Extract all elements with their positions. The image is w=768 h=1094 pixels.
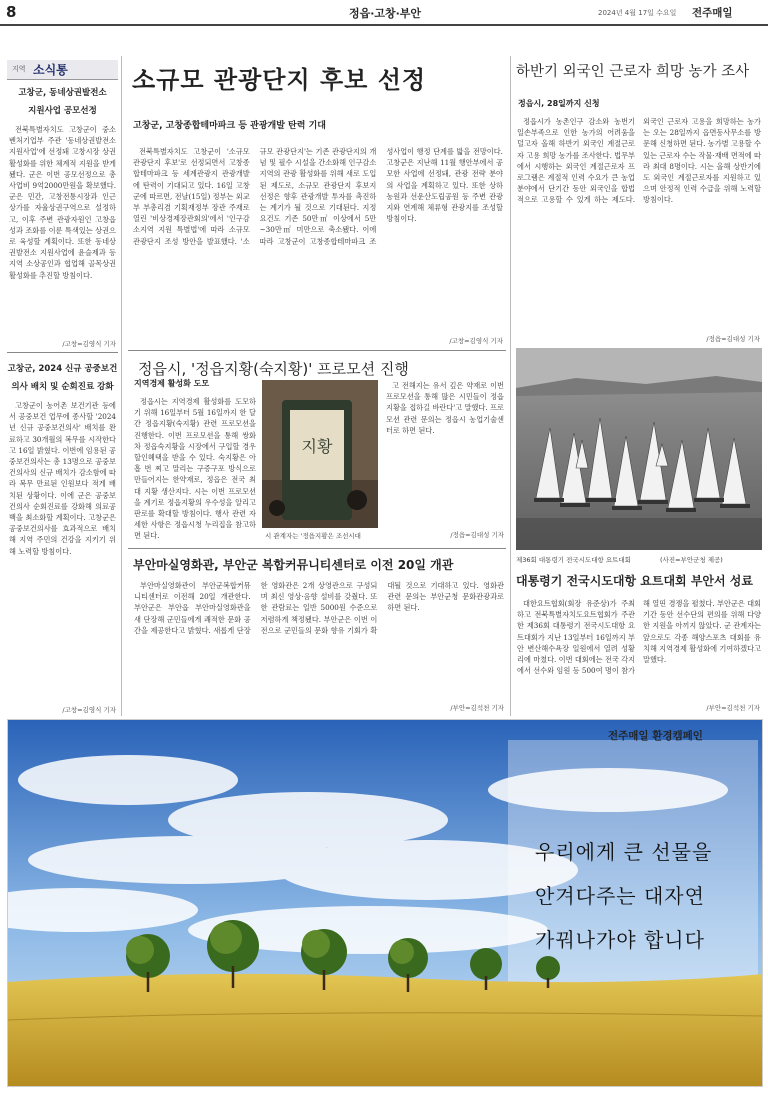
page-number: 8	[6, 3, 17, 21]
section-divider	[128, 350, 506, 351]
column-divider	[121, 56, 122, 716]
ad-slogan-line2: 안겨다주는 대자연	[535, 884, 705, 908]
photo-credit: (사진=부안군청 제공)	[660, 556, 723, 564]
article4-headline: 부안마실영화관, 부안군 복합커뮤니티센터로 이전 20일 개관	[133, 558, 454, 572]
product-caption: 시 관계자는 '정읍지황은 조선시대	[265, 532, 361, 540]
article1-subhead: 고창군, 고창종합테마파크 등 관광개발 탄력 기대	[133, 121, 326, 131]
ad-slogan-line3: 가꿔나가야 합니다	[535, 928, 705, 952]
brief-divider	[7, 352, 118, 353]
brief1-headline: 고창군, 동네상권발전소 지원사업 공모선정	[18, 88, 107, 116]
issue-date: 2024년 4월 17일 수요일	[598, 9, 677, 17]
article3-body: 정읍시는 지역경제 활성화를 도모하기 위해 16일부터 5월 16일까지 한 달간 정읍지황(숙지황) 관련 프로모션을 진행한다. 이번 프로모션을 통해 쌍화차 정읍숙지황을 시장에서 구입할 경우 할인혜택을 받을 수 있다. 숙지황은 아홉 번 찌고 말리는 구증구포 방식으로 만들어지는 한약재로, 정읍은 전국 최대 지황 생산지다. 시는 이번 프로모션을 계기로 정읍지황의 우수성을 알리고 판로를 확대할 방침이다. 행사 관련 자세한 사항은 정읍시청 누리집을 참고하면 된다.	[134, 397, 256, 541]
brief1-byline: /고창=김영식 기자	[62, 340, 116, 348]
rehmannia-product-image	[262, 380, 378, 528]
brief1-body: 전북특별자치도 고창군이 중소벤처기업부 주관 '동네상권발전소 지원사업'에 선정돼 고창시장 상권활성화를 위한 체계적 지원을 받게 됐다. 군은 이번 공모선정으로 총사업비 9억2000만원을 확보했다. 군은 민간, 고창전통시장과 인근 상가를 자율상권구역으로 설정하고, 이후 주변 관광자원인 고창읍성과 조화를 이룬 특색있는 상권으로 육성할 계획이다. 또한 동네상권발전소 지원사업에 윤슬제과 등 지역 소상공인과 협업해 골목상권 활성화를 추진할 방침이다.	[9, 125, 116, 280]
article1-headline: 소규모 관광단지 후보 선정	[132, 66, 427, 94]
ad-label: 전주매일 환경캠페인	[608, 730, 703, 742]
article4-byline: /부안=김석천 기자	[450, 704, 504, 712]
article3-body-cont: 고 전해지는 유서 깊은 약재로 이번 프로모션을 통해 많은 시민들이 정읍지황을 접하길 바란다'고 말했다. 프로모션 관련 문의는 정읍시 농업기술센터로 하면 된다.	[386, 381, 504, 435]
brief-title: 소식통	[33, 63, 68, 77]
environment-campaign-ad	[7, 719, 763, 1087]
article1-byline: /고창=김영식 기자	[449, 337, 503, 345]
article3-byline: /정읍=김대성 기자	[450, 531, 504, 539]
product-photo	[262, 380, 378, 528]
photo-caption: 제36회 대통령기 전국시도대항 요트대회	[516, 556, 631, 564]
sailing-photo	[516, 348, 762, 550]
article5-headline: 대통령기 전국시도대항 요트대회 부안서 성료	[516, 574, 753, 588]
article2-byline: /정읍=김대성 기자	[706, 335, 760, 343]
article4-body: 부안마실영화관이 부안군복합커뮤니티센터로 이전해 20일 개관한다. 부안군은 부안읍 부안마실영화관을 새 단장해 군민들에게 쾌적한 문화 공간을 제공한다고 밝혔다. 새롭게 단장한 영화관은 2개 상영관으로 구성되며 최신 영상·음향 설비를 갖췄다. 또한 관람료는 일반 5000원 수준으로 저렴하게 책정됐다. 부안군은 이번 이전으로 군민들의 문화 향유 기회가 확대될 것으로 기대하고 있다. 영화관 관련 문의는 부안군청 문화관광과로 하면 된다.	[134, 581, 504, 635]
article2-subhead: 정읍시, 28일까지 신청	[518, 99, 600, 108]
article3-subhead: 지역경제 활성화 도모	[134, 379, 210, 388]
article5-body: 대한요트협회(회장 유준상)가 주최하고 전북특별자치도요트협회가 주관한 제36회 대통령기 전국시도대항 요트대회가 지난 13일부터 16일까지 부안 변산해수욕장 일원에서 열려 성황리에 마쳤다. 이번 대회에는 전국 각지에서 선수와 임원 등 500여 명이 참가해 열띤 경쟁을 펼쳤다. 부안군은 대회 기간 동안 선수단의 편의를 위해 다양한 지원을 아끼지 않았다. 군 관계자는 앞으로도 각종 해양스포츠 대회를 유치해 지역경제 활성화에 기여하겠다고 말했다.	[517, 599, 761, 676]
brief2-body: 고창군이 농어촌 보건기관 등에서 공중보건 업무에 종사할 '2024년 신규 공중보건의사' 배치를 완료하고 30개월의 복무를 시작한다고 16일 밝혔다. 이번에 임용된 공중보건의사는 총 13명으로 공중보건의사의 신규 배치가 감소함에 따라 복무 만료된 인원보다 적게 배치된 상황이다. 이에 군은 공중보건의사 순회진료를 강화해 의료공백을 최소화할 계획이다. 고창군은 공중보건의사를 효과적으로 배치해 지역 주민의 건강을 지키기 위해 노력할 방침이다.	[9, 401, 116, 556]
ad-slogan-line1: 우리에게 큰 선물을	[535, 840, 713, 864]
article3-headline: 정읍시, '정읍지황(숙지황)' 프로모션 진행	[138, 360, 409, 378]
article1-body: 전북특별자치도 고창군이 '소규모 관광단지 후보'로 선정되면서 고창종합테마파크 등 세계관광지 관광개발에 탄력이 기대되고 있다. 16일 고창군에 따르면, 전날(15일) 정부는 외교부 부총리겸 기획재정부 장관 주재로 열린 '비상경제장관회의'에서 '인구감소지역 지원 특별법'에 따라 소규모 관광단지 조성 방안을 발표했다. '소규모 관광단지'는 기존 관광단지의 개념 및 필수 시설을 간소화해 인구감소지역의 관광 활성화를 위해 새로 도입된 제도로, 소규모 관광단지 후보지 선정은 향후 관광개발 투자를 촉진하는 계기가 될 것으로 기대된다. 지정요건도 기존 50만㎡ 이상에서 5만~30만㎡ 미만으로 축소됐다. 이에 따라 고창군이 고창종합테마파크 조성사업이 행정 단계를 밟을 전망이다. 고창군은 지난해 11월 행안부에서 공모한 사업에 선정돼, 관광 전략 분야의 사업을 계획하고 있다. 또한 상하 농원과 선운산도립공원 등 주변 관광지와 연계해 체류형 관광지를 조성할 방침이다.	[133, 147, 503, 246]
masthead: 전주매일	[692, 7, 733, 19]
article2-headline: 하반기 외국인 근로자 희망 농가 조사	[516, 64, 750, 80]
column-divider	[510, 56, 511, 716]
article2-body: 정읍시가 농촌인구 감소와 농번기 일손부족으로 인한 농가의 어려움을 덜고자 올해 하반기 외국인 계절근로자 고용 희망 농가를 조사한다. 법무부에서 시행하는 외국인 계절근로자 프로그램은 계절적 인력 수요가 큰 농업분야에서 단기간 동안 외국인을 합법적으로 고용할 수 있게 하는 제도다. 외국인 근로자 고용을 희망하는 농가는 오는 28일까지 읍면동사무소를 방문해 신청하면 된다. 농가별 고용할 수 있는 근로자 수는 작물·재배 면적에 따라 최대 8명이다. 시는 올해 상반기에도 외국인 계절근로자를 지원하고 있으며 안정적 인력 수급을 위해 노력할 방침이다.	[517, 117, 761, 205]
svg-text:지황: 지황	[301, 437, 333, 456]
brief2-headline: 고창군, 2024 신규 공중보건 의사 배치 및 순회진료 강화	[7, 364, 118, 392]
section-title: 정읍·고창·부안	[348, 7, 422, 20]
section-divider	[128, 548, 506, 549]
brief-tag: 지역	[12, 65, 26, 73]
article5-byline: /부안=김석천 기자	[706, 704, 760, 712]
yacht-race-image	[516, 348, 762, 550]
brief2-byline: /고창=김영식 기자	[62, 706, 116, 714]
